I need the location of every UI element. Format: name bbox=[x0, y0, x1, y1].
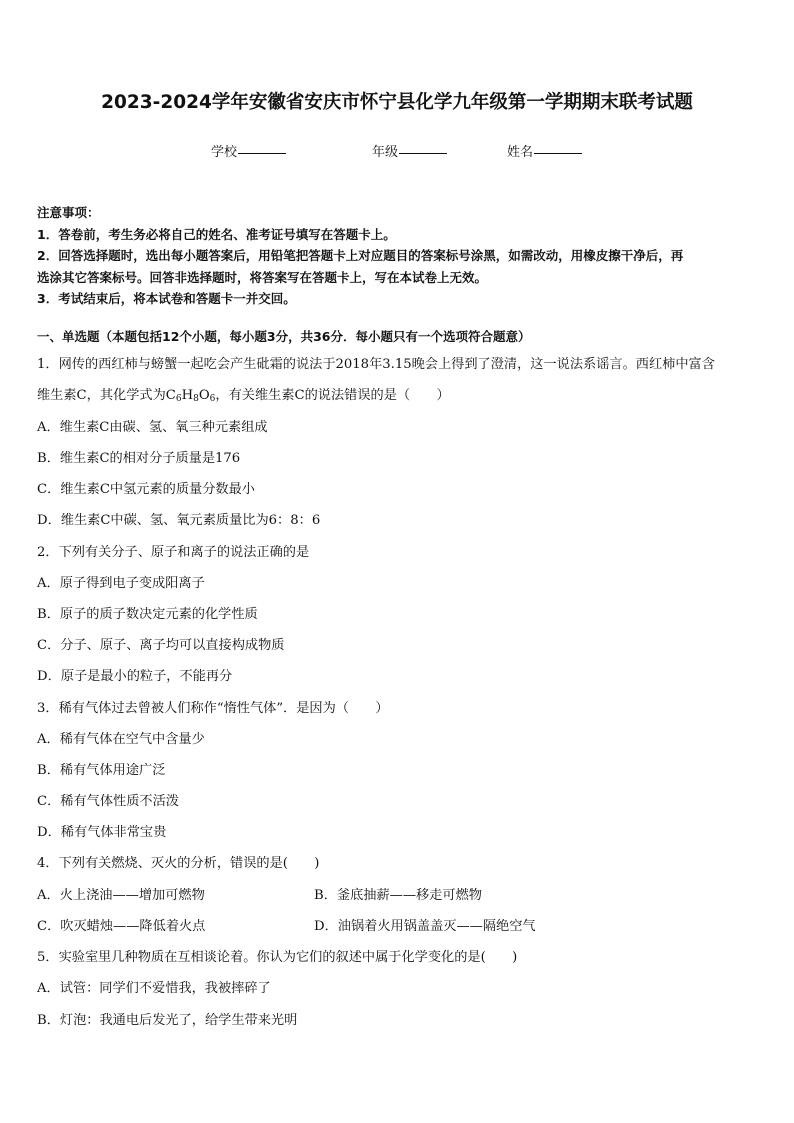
q1-stem-line1: 1．网传的西红柿与螃蟹一起吃会产生砒霜的说法于2018年3.15晚会上得到了澄清，这一说法系谣言。西红柿中富含 bbox=[37, 357, 715, 372]
q4-option-d: D．油锅着火用锅盖盖灭——隔绝空气 bbox=[314, 919, 536, 934]
name-blank bbox=[534, 153, 582, 154]
school-blank bbox=[238, 153, 286, 154]
name-field bbox=[507, 141, 582, 160]
note-item: 1．答卷前，考生务必将自己的姓名、准考证号填写在答题卡上。 bbox=[37, 226, 396, 242]
q2-stem: 2．下列有关分子、原子和离子的说法正确的是 bbox=[37, 545, 310, 560]
q3-stem: 3．稀有气体过去曾被人们称作“惰性气体”．是因为（ ） bbox=[37, 701, 389, 716]
exam-title: 2023-2024学年安徽省安庆市怀宁县化学九年级第一学期期末联考试题 bbox=[101, 92, 693, 113]
note-item: 选涂其它答案标号。回答非选择题时，将答案写在答题卡上，写在本试卷上无效。 bbox=[37, 269, 488, 285]
q4-option-c: C．吹灭蜡烛——降低着火点 bbox=[37, 919, 206, 934]
q1-option-a: A．维生素C由碳、氢、氧三种元素组成 bbox=[37, 420, 268, 435]
q1-option-d: D．维生素C中碳、氢、氧元素质量比为6：8：6 bbox=[37, 513, 321, 528]
note-item: 3．考试结束后，将本试卷和答题卡一并交回。 bbox=[37, 291, 296, 306]
q4-option-b: B．釜底抽薪——移走可燃物 bbox=[314, 888, 482, 903]
grade-label: 年级 bbox=[372, 145, 399, 160]
note-item: 2．回答选择题时，选出每小题答案后，用铅笔把答题卡上对应题目的答案标号涂黑，如需改动，用橡皮擦干净后，再 bbox=[37, 248, 684, 263]
q3-option-d: D．稀有气体非常宝贵 bbox=[37, 825, 167, 840]
q1-option-c: C．维生素C中氢元素的质量分数最小 bbox=[37, 482, 255, 497]
school-field bbox=[211, 141, 286, 160]
notes-heading: 注意事项： bbox=[37, 205, 100, 220]
q1-stem-line2: 维生素C，其化学式为$C_6H_8O_6$，有关维生素C的说法错误的是（ ） bbox=[37, 388, 450, 404]
section-heading: 一、单选题（本题包括12个小题，每小题3分，共36分．每小题只有一个选项符合题意） bbox=[37, 329, 531, 344]
grade-blank bbox=[399, 153, 447, 154]
q5-option-b: B．灯泡：我通电后发光了，给学生带来光明 bbox=[37, 1013, 298, 1028]
q5-stem: 5．实验室里几种物质在互相谈论着。你认为它们的叙述中属于化学变化的是( ) bbox=[37, 950, 518, 965]
q2-option-a: A．原子得到电子变成阳离子 bbox=[37, 576, 205, 591]
q1-option-b: B．维生素C的相对分子质量是176 bbox=[37, 451, 241, 466]
q3-option-a: A．稀有气体在空气中含量少 bbox=[37, 732, 205, 747]
grade-field bbox=[372, 141, 447, 160]
q5-option-a: A．试管：同学们不爱惜我，我被摔碎了 bbox=[37, 981, 271, 996]
q3-option-c: C．稀有气体性质不活泼 bbox=[37, 794, 179, 809]
q4-option-a: A．火上浇油——增加可燃物 bbox=[37, 888, 205, 903]
school-label: 学校 bbox=[211, 145, 238, 160]
q4-stem: 4．下列有关燃烧、灭火的分析，错误的是( ) bbox=[37, 856, 320, 871]
q2-option-c: C．分子、原子、离子均可以直接构成物质 bbox=[37, 638, 285, 653]
notes-block bbox=[37, 202, 757, 310]
q3-option-b: B．稀有气体用途广泛 bbox=[37, 763, 166, 778]
q2-option-d: D．原子是最小的粒子，不能再分 bbox=[37, 669, 233, 684]
name-label: 姓名 bbox=[507, 145, 534, 160]
q2-option-b: B．原子的质子数决定元素的化学性质 bbox=[37, 607, 258, 622]
